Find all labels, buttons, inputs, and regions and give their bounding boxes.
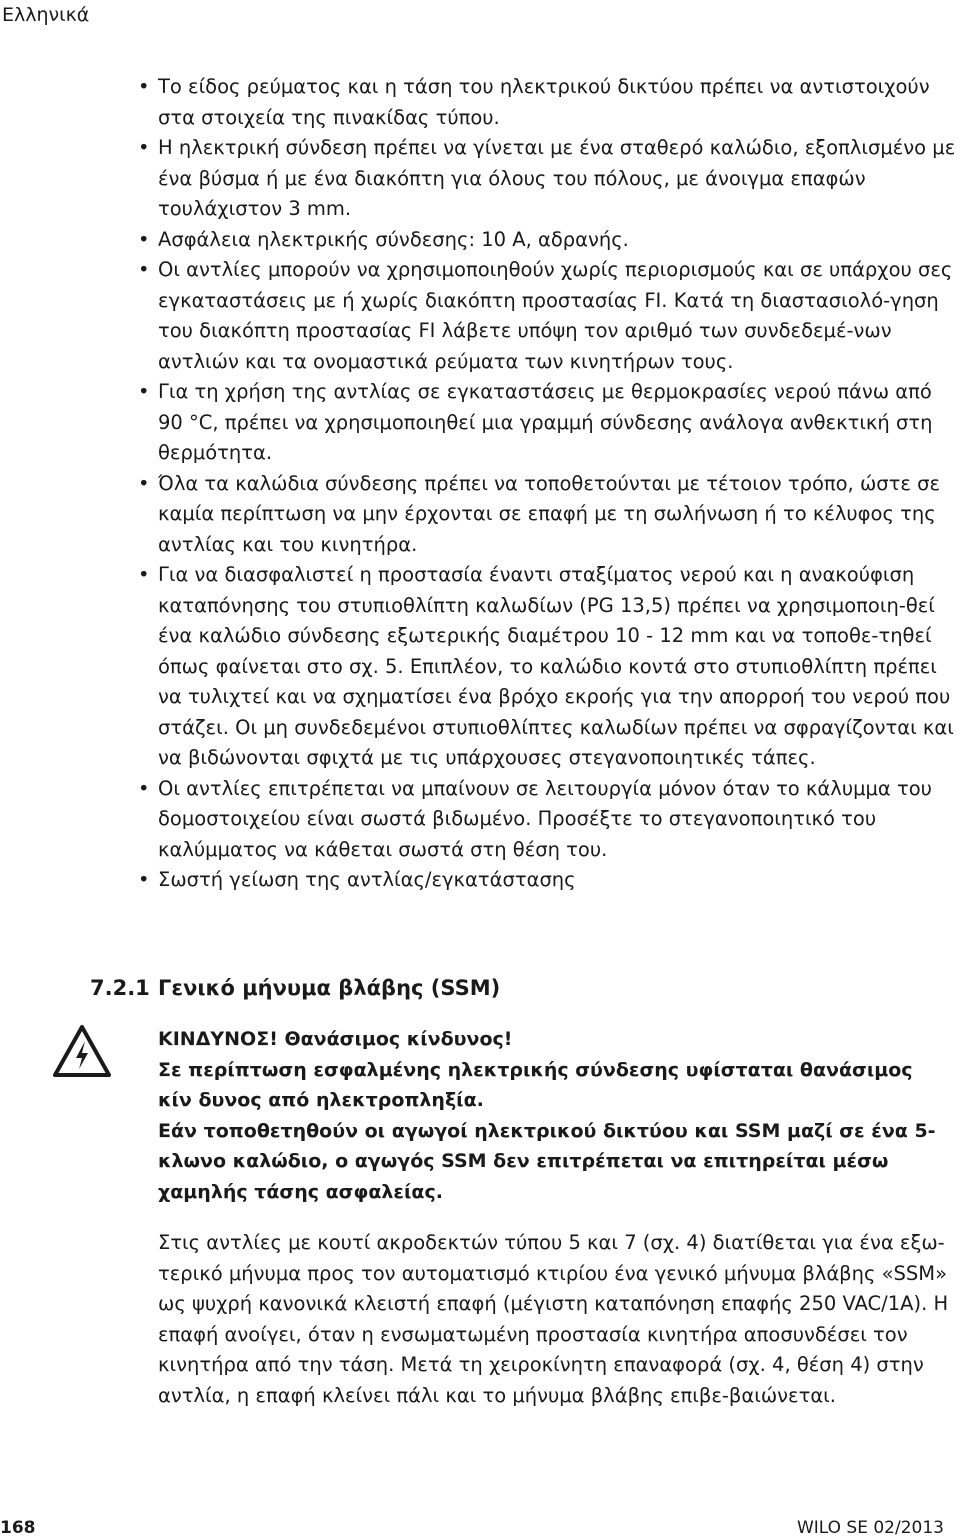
bullet-icon: • <box>138 136 150 159</box>
bullet-icon: • <box>138 227 150 251</box>
bullet-icon: • <box>138 380 150 403</box>
list-item-text: Η ηλεκτρική σύνδεση πρέπει να γίνεται με ένα σταθερό καλώδιο, εξοπλισμένο με ένα βύσμα ή με ένα διακόπτη για όλους του πόλους, με άνοιγμα επαφών τουλάχιστον 3 mm. <box>158 136 956 220</box>
electric-hazard-icon <box>52 1024 112 1078</box>
bullet-icon: • <box>138 75 150 98</box>
list-item <box>134 225 956 256</box>
requirements-list <box>134 72 956 896</box>
bullet-icon: • <box>138 258 150 281</box>
list-item-text: Για τη χρήση της αντλίας σε εγκαταστάσεις με θερμοκρασίες νερού πάνω από 90 °C, πρέπει να χρησιμοποιηθεί μια γραμμή σύνδεσης ανάλογα ανθεκτική στη θερμότητα. <box>158 380 933 464</box>
section-heading <box>90 976 500 1000</box>
bullet-icon: • <box>138 776 150 800</box>
section-number: 7.2.1 <box>90 976 150 1000</box>
list-item <box>134 560 956 774</box>
warning-text: Εάν τοποθετηθούν οι αγωγοί ηλεκτρικού δικτύου και SSM μαζί σε ένα 5-κλωνο καλώδιο, ο αγωγός SSM δεν επιτρέπεται να επιτηρείται μέσω χαμηλής τάσης ασφαλείας. <box>158 1119 936 1203</box>
language-header: Ελληνικά <box>2 4 90 26</box>
list-item <box>134 865 956 896</box>
list-item <box>134 774 956 866</box>
list-item-text: Οι αντλίες μπορούν να χρησιμοποιηθούν χωρίς περιορισμούς και σε υπάρχου σες εγκαταστάσεις με ή χωρίς διακόπτη προστασίας FI. Κατά τη διαστασιολό-γηση του διακόπτη προστασίας FI λάβετε υπόψη τον αριθμό των συνδεδεμέ-νων αντλιών και τα ονομαστικά ρεύματα των κινητήρων τους. <box>158 258 953 373</box>
bullet-icon: • <box>138 471 150 495</box>
danger-warning <box>158 1024 948 1207</box>
bullet-icon: • <box>138 563 150 586</box>
list-item <box>134 469 956 561</box>
list-item-text: Το είδος ρεύματος και η τάση του ηλεκτρικού δικτύου πρέπει να αντιστοιχούν στα στοιχεία της πινακίδας τύπου. <box>158 75 930 129</box>
warning-heading: ΚΙΝΔΥΝΟΣ! Θανάσιμος κίνδυνος! <box>158 1028 513 1050</box>
list-item <box>134 377 956 469</box>
publisher-footer: WILO SE 02/2013 <box>796 1518 944 1538</box>
list-item-text: Οι αντλίες επιτρέπεται να μπαίνουν σε λειτουργία μόνον όταν το κάλυμμα του δομοστοιχείου είναι σωστά βιδωμένο. Προσέξτε το στεγανοποιητικό του καλύμματος να κάθεται σωστά στη θέση του. <box>158 776 932 861</box>
warning-text: Σε περίπτωση εσφαλμένης ηλεκτρικής σύνδεσης υφίσταται θανάσιμος κίν δυνος από ηλεκτροπληξία. <box>158 1058 913 1111</box>
section-title: Γενικό μήνυμα βλάβης (SSM) <box>158 976 501 1000</box>
list-item-text: Σωστή γείωση της αντλίας/εγκατάστασης <box>158 868 576 891</box>
list-item <box>134 255 956 377</box>
list-item-text: Ασφάλεια ηλεκτρικής σύνδεσης: 10 A, αδρανής. <box>158 227 629 251</box>
list-item <box>134 133 956 225</box>
list-item-text: Για να διασφαλιστεί η προστασία έναντι σταξίματος νερού και η ανακούφιση καταπόνησης του στυπιοθλίπτη καλωδίων (PG 13,5) πρέπει να χρησιμοποιη-θεί ένα καλώδιο σύνδεσης εξωτερικής διαμέτρου 10 - 12 mm και να τοποθε-τηθεί όπως φαίνεται στο σχ. 5. Επιπλέον, το καλώδιο κοντά στο στυπιοθλίπτη πρέπει να τυλιχτεί και να σχηματίσει ένα βρόχο εκροής για την απορροή του νερού που στάζει. Οι μη συνδεδεμένοι στυπιοθλίπτες καλωδίων πρέπει να σφραγίζονται και να βιδώνονται σφιχτά με τις υπάρχουσες στεγανοποιητικές τάπες. <box>158 563 954 769</box>
ssm-paragraph: Στις αντλίες με κουτί ακροδεκτών τύπου 5 και 7 (σχ. 4) διατίθεται για ένα εξω-τερικό μήνυμα προς τον αυτοματισμό κτιρίου ένα γενικό μήνυμα βλάβης «SSM» ως ψυχρή κανονικά κλειστή επαφή (μέγιστη καταπόνηση επαφής 250 VAC/1A). Η επαφή ανοίγει, όταν η ενσωματωμένη προστασία κινητήρα αποσυνδέσει τον κινητήρα από την τάση. Μετά τη χειροκίνητη επαναφορά (σχ. 4, θέση 4) στην αντλία, η επαφή κλείνει πάλι και το μήνυμα βλάβης επιβε-βαιώνεται. <box>158 1231 949 1407</box>
list-item <box>134 72 956 133</box>
page-number: 168 <box>0 1518 36 1538</box>
bullet-icon: • <box>138 868 150 891</box>
list-item-text: Όλα τα καλώδια σύνδεσης πρέπει να τοποθετούνται με τέτοιον τρόπο, ώστε σε καμία περίπτωση να μην έρχονται σε επαφή με τη σωλήνωση ή το κέλυφος της αντλίας και του κινητήρα. <box>158 471 941 556</box>
